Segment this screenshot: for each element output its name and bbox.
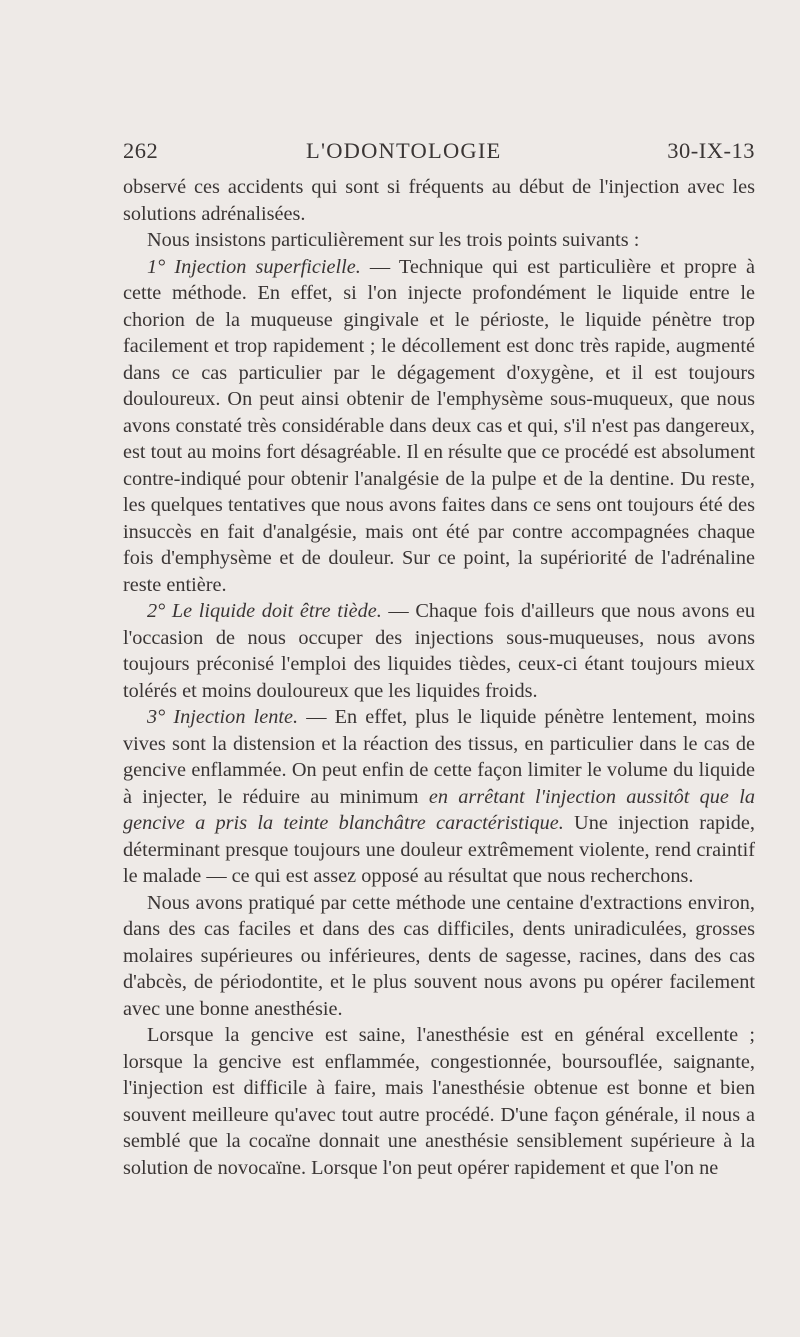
paragraph-intro-points: Nous insistons particulièrement sur les trois points suivants :	[147, 229, 640, 251]
issue-date: 30-IX-13	[667, 138, 755, 163]
running-header	[123, 138, 755, 164]
point-3-emphasis: en arrêtant l'injection aussitôt que la gencive a pris la teinte blanchâtre caractéristique.	[123, 785, 755, 834]
point-1-heading: 1° Injection superficielle.	[147, 255, 361, 278]
paragraph-point-2	[123, 598, 755, 704]
paragraph-point-3	[123, 704, 755, 890]
article-body	[123, 174, 755, 1181]
paragraph-extractions: Nous avons pratiqué par cette méthode une centaine d'extractions environ, dans des cas faciles et dans des cas difficiles, dents uniradiculées, grosses molaires supérieures ou inférieures, dents de sagesse, racines, dans des cas d'abcès, de périodontite, et le plus souvent nous avons pu opérer facilement avec une bonne anesthésie.	[123, 891, 755, 1020]
point-3-heading: 3° Injection lente.	[147, 706, 299, 728]
point-3-text-after: Une injection rapide, déterminant presque toujours une douleur extrêmement violente, rend craintif le malade — ce qui est assez opposé au résultat que nous recherchons.	[123, 812, 755, 887]
point-3-text-before: — En effet, plus le liquide pénètre lentement, moins vives sont la distension et la réaction des tissus, en particulier dans le cas de gencive enflammée. On peut enfin de cette façon limiter le volume du liquide à injecter, le réduire au minimum	[123, 706, 755, 808]
paragraph-continuation: observé ces accidents qui sont si fréquents au début de l'injection avec les solutions adrénalisées.	[123, 176, 755, 225]
point-2-heading: 2° Le liquide doit être tiède.	[147, 600, 382, 622]
paragraph-point-1	[123, 254, 755, 599]
point-2-text: — Chaque fois d'ailleurs que nous avons eu l'occasion de nous occuper des injections sous-muqueuses, nous avons toujours préconisé l'emploi des liquides tièdes, ceux-ci étant toujours mieux tolérés et moins douloureux que les liquides froids.	[123, 600, 755, 702]
paragraph-gencive: Lorsque la gencive est saine, l'anesthésie est en général excellente ; lorsque la gencive est enflammée, congestionnée, boursouflée, saignante, l'injection est difficile à faire, mais l'anesthésie obtenue est bonne et bien souvent meilleure qu'avec tout autre procédé. D'une façon générale, il nous a semblé que la cocaïne donnait une anesthésie sensiblement supérieure à la solution de novocaïne. Lorsque l'on peut opérer rapidement et que l'on ne	[123, 1024, 755, 1179]
page-number: 262	[123, 138, 159, 163]
point-1-text: — Technique qui est particulière et propre à cette méthode. En effet, si l'on injecte profondément le liquide entre le chorion de la muqueuse gingivale et le périoste, le liquide pénètre trop facilement et trop rapidement ; le décollement est donc très rapide, augmenté dans ce cas particulier par le dégagement d'oxygène, et il est toujours douloureux. On peut ainsi obtenir de l'emphysème sous-muqueux, que nous avons constaté très considérable dans deux cas et qui, s'il n'est pas dangereux, est tout au moins fort désagréable. Il en résulte que ce procédé est absolument contre-indiqué pour obtenir l'analgésie de la pulpe et de la dentine. Du reste, les quelques tentatives que nous avons faites dans ce sens ont toujours été des insuccès en fait d'analgésie, mais ont été par contre accompagnées chaque fois d'emphysème et de douleur. Sur ce point, la supériorité de l'adrénaline reste entière.	[123, 255, 755, 596]
journal-title: L'ODONTOLOGIE	[306, 138, 502, 163]
